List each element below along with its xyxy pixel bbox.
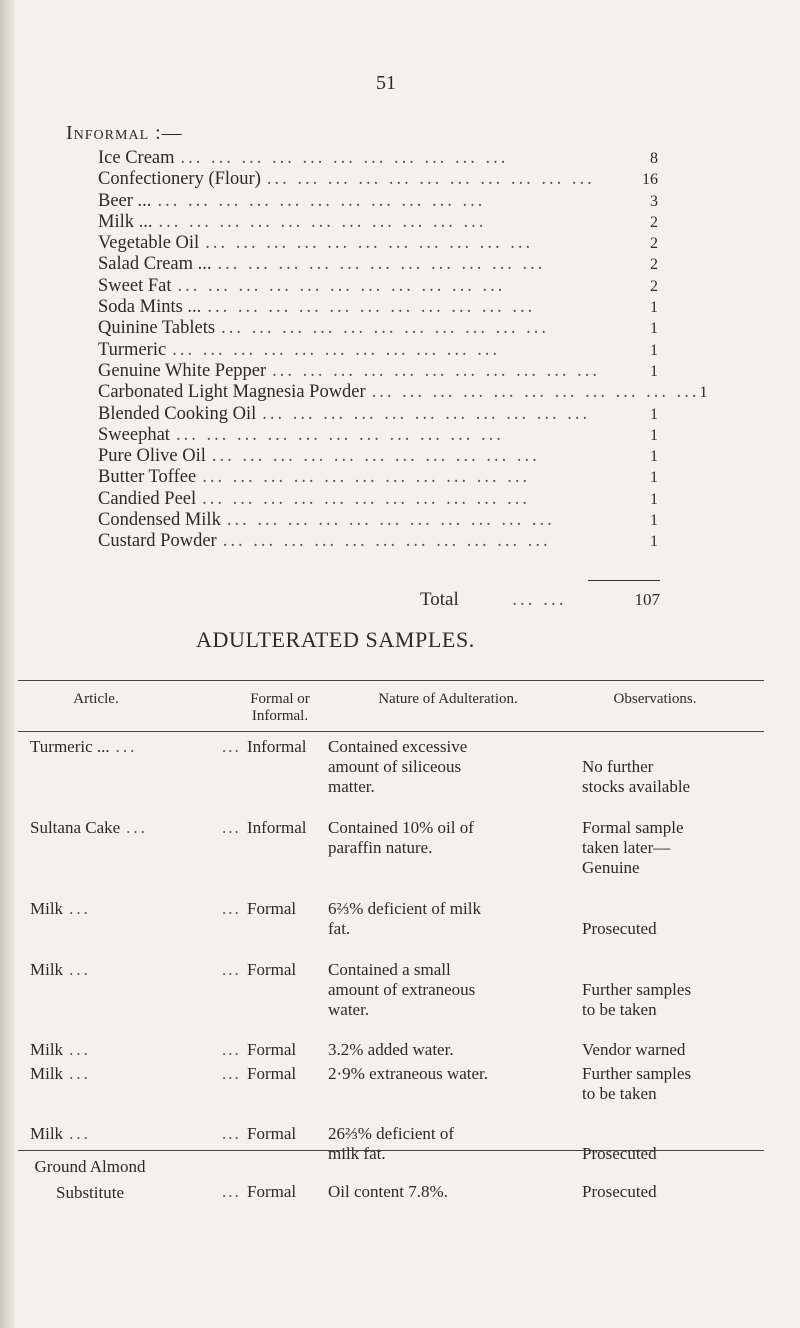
nature-line: 26⅔% deficient of [328, 1124, 455, 1143]
observation-line: taken later— [582, 838, 671, 857]
cell-article [30, 899, 250, 919]
cell-article [30, 1124, 250, 1144]
informal-item-count: 2 [650, 277, 658, 295]
cell-observations [582, 1182, 762, 1202]
article-text: Milk [30, 1040, 64, 1059]
cell-formal [222, 1064, 332, 1084]
nature-line: water. [328, 1000, 370, 1019]
cell-observations [582, 1064, 762, 1104]
informal-item-count: 2 [650, 213, 658, 231]
informal-item-name: Beer ... [98, 190, 152, 211]
leader-dots: ... ... ... ... ... ... ... ... ... ... ... [202, 467, 531, 488]
leader-dots: ... [222, 1064, 247, 1083]
informal-item-name: Milk ... [98, 211, 153, 232]
article-text: Milk [30, 960, 64, 979]
leader-dots: ... ... ... ... ... ... ... ... ... ... ... [207, 297, 536, 318]
leader-dots: ... [69, 1124, 91, 1143]
informal-item-name: Confectionery (Flour) [98, 169, 261, 190]
nature-line: fat. [328, 919, 351, 938]
informal-item-count: 1 [650, 469, 658, 487]
informal-item-count: 1 [699, 384, 708, 402]
nature-line: 3.2% added water. [328, 1040, 454, 1059]
leader-dots: ... ... ... ... ... ... ... ... ... ... ... [221, 318, 549, 339]
leader-dots: ... ... ... ... ... ... ... ... ... ... ... [202, 488, 531, 509]
informal-item-name: Butter Toffee [98, 467, 197, 488]
page-number: 51 [376, 72, 396, 94]
leader-dots: ... ... ... ... ... ... ... ... ... ... ... [177, 275, 506, 296]
informal-item-name: Quinine Tablets [98, 318, 216, 339]
cell-observations [582, 1040, 762, 1060]
leader-dots: ... ... ... ... ... ... ... ... ... ... ... [158, 211, 487, 232]
cell-article [30, 960, 250, 980]
informal-row [98, 233, 658, 254]
informal-item-name: Blended Cooking Oil [98, 403, 257, 424]
leader-dots: ... [69, 1064, 91, 1083]
nature-line: amount of siliceous [328, 757, 462, 776]
observation-line: Prosecuted [582, 919, 657, 938]
leader-dots: ... [126, 818, 148, 837]
nature-line: Oil content 7.8%. [328, 1182, 448, 1201]
cell-nature [328, 899, 576, 939]
informal-row [98, 467, 658, 488]
formal-text: Formal [247, 1124, 297, 1143]
informal-item-count: 1 [650, 448, 658, 466]
observation-line: to be taken [582, 1000, 657, 1019]
formal-text: Formal [247, 1064, 297, 1083]
informal-item-count: 1 [650, 341, 658, 359]
informal-item-name: Condensed Milk [98, 510, 221, 531]
header-formal: Formal or Informal. [250, 691, 310, 724]
informal-row [98, 425, 658, 446]
informal-item-count: 2 [650, 256, 658, 274]
leader-dots: ... ... ... ... ... ... ... ... ... ... ... [180, 148, 509, 168]
leader-dots: ... [69, 899, 91, 918]
informal-row [98, 191, 658, 212]
observation-line: stocks available [582, 777, 691, 796]
header-article: Article. [73, 691, 119, 707]
informal-item-name: Carbonated Light Magnesia Powder [98, 382, 366, 403]
informal-heading: Informal :— [66, 122, 183, 144]
nature-line: Contained 10% oil of [328, 818, 474, 837]
nature-line: Contained a small [328, 960, 451, 979]
formal-text: Formal [247, 1040, 297, 1059]
informal-row [98, 489, 658, 510]
informal-item-count: 1 [650, 405, 658, 423]
informal-row [98, 276, 658, 297]
cell-observations [582, 919, 762, 939]
header-observations: Observations. [613, 691, 697, 707]
informal-item-name: Turmeric [98, 339, 167, 360]
observation-line: Prosecuted [582, 1182, 657, 1201]
cell-formal [222, 960, 332, 980]
informal-row [98, 212, 658, 233]
informal-row [98, 446, 658, 467]
informal-item-count: 1 [650, 299, 658, 317]
article-text: Turmeric ... [30, 737, 110, 756]
leader-dots: ... ... ... ... ... ... ... ... ... ... ... [211, 446, 540, 467]
nature-line: 6⅔% deficient of milk [328, 899, 481, 918]
leader-dots: ... [222, 899, 247, 918]
informal-item-name: Genuine White Pepper [98, 360, 267, 381]
cell-nature [328, 737, 576, 797]
cell-formal [222, 737, 332, 757]
leader-dots: ... [115, 737, 138, 756]
informal-item-name: Vegetable Oil [98, 233, 200, 254]
informal-samples-list [98, 148, 708, 553]
nature-line: matter. [328, 777, 375, 796]
cell-nature [328, 818, 576, 858]
leader-dots: ... [222, 960, 247, 979]
cell-nature [328, 1064, 576, 1084]
informal-item-count: 16 [642, 171, 658, 189]
informal-row [98, 340, 658, 361]
leader-dots: ... ... ... ... ... ... ... ... ... ... ... [226, 510, 555, 531]
cell-article [30, 818, 250, 838]
total-label: Total [420, 589, 459, 610]
cell-nature [328, 1182, 576, 1202]
cell-formal [222, 899, 332, 919]
leader-dots: ... ... ... ... ... ... ... ... ... ... ... [266, 169, 595, 190]
cell-nature [328, 1040, 576, 1060]
informal-row [98, 169, 658, 190]
leader-dots: ... ... ... ... ... ... ... ... ... ... ... [172, 339, 501, 360]
informal-item-name: Soda Mints ... [98, 297, 202, 318]
leader-dots: ... ... ... ... ... ... ... ... ... ... ... [217, 254, 546, 275]
informal-row [98, 297, 658, 318]
cell-formal [222, 818, 332, 838]
leader-dots: ... ... ... ... ... ... ... ... ... ... ... [272, 360, 601, 381]
informal-item-count: 1 [650, 533, 658, 551]
formal-text: Formal [247, 899, 297, 918]
informal-item-name: Candied Peel [98, 488, 197, 509]
informal-item-name: Pure Olive Oil [98, 446, 206, 467]
table-top-rule [18, 680, 764, 681]
cell-article [30, 737, 250, 757]
informal-item-count: 1 [650, 490, 658, 508]
cell-observations [582, 818, 762, 878]
observation-line: Prosecuted [582, 1144, 657, 1163]
informal-item-count: 8 [650, 150, 658, 167]
leader-dots: ... [222, 818, 247, 837]
informal-item-count: 1 [650, 362, 658, 380]
informal-row [98, 531, 658, 552]
informal-row [98, 361, 658, 382]
leader-dots: ... ... ... ... ... ... ... ... ... ... ... [371, 382, 700, 403]
total-row [420, 589, 660, 611]
informal-row [98, 404, 658, 425]
informal-row [98, 382, 708, 403]
leader-dots: ... [222, 1124, 247, 1143]
cell-article [30, 1154, 150, 1206]
observation-line: Formal sample [582, 818, 684, 837]
informal-item-name: Salad Cream ... [98, 254, 212, 275]
leader-dots: ... [222, 1182, 247, 1201]
informal-item-name: Ice Cream [98, 148, 175, 168]
table-bottom-rule [18, 1150, 764, 1151]
observation-line: No further [582, 757, 654, 776]
adulterated-title: ADULTERATED SAMPLES. [196, 627, 475, 652]
informal-row [98, 510, 658, 531]
leader-dots: ... [69, 1040, 91, 1059]
observation-line: Genuine [582, 858, 640, 877]
leader-dots: ... [69, 960, 91, 979]
leader-dots: ... ... ... ... ... ... ... ... ... ... ... [157, 190, 486, 211]
header-nature: Nature of Adulteration. [378, 691, 518, 707]
page-binding-edge [0, 0, 14, 1328]
cell-nature [328, 1124, 576, 1164]
cell-observations [582, 980, 762, 1020]
leader-dots: ... ... ... ... ... ... ... ... ... ... ... [262, 403, 591, 424]
article-text: Milk [30, 1064, 64, 1083]
nature-line: milk fat. [328, 1144, 386, 1163]
cell-nature [328, 960, 576, 1020]
table-header-rule [18, 731, 764, 732]
informal-item-name: Custard Powder [98, 531, 217, 552]
observation-line: Vendor warned [582, 1040, 686, 1059]
informal-row [98, 254, 658, 275]
cell-article [30, 1064, 250, 1084]
article-text: Milk [30, 1124, 64, 1143]
leader-dots: ... ... ... ... ... ... ... ... ... ... ... [175, 424, 504, 445]
nature-line: paraffin nature. [328, 838, 433, 857]
informal-item-count: 1 [650, 426, 658, 444]
observation-line: Further samples [582, 1064, 692, 1083]
article-text: Sultana Cake [30, 818, 121, 837]
cell-observations [582, 1144, 762, 1164]
cell-formal [222, 1182, 332, 1202]
observation-line: Further samples [582, 980, 692, 999]
total-rule [588, 580, 660, 581]
leader-dots: ... [222, 737, 247, 756]
cell-observations [582, 757, 762, 797]
informal-item-count: 1 [650, 512, 658, 530]
leader-dots: ... ... ... ... ... ... ... ... ... ... ... [222, 531, 551, 552]
informal-item-count: 2 [650, 235, 658, 253]
total-dots: ... ... [512, 589, 567, 610]
total-value: 107 [634, 590, 660, 609]
observation-line: to be taken [582, 1084, 657, 1103]
informal-item-count: 1 [650, 320, 658, 338]
formal-text: Informal [247, 737, 307, 756]
cell-article [30, 1040, 250, 1060]
article-text: Milk [30, 899, 64, 918]
informal-row [98, 318, 658, 339]
formal-text: Formal [247, 1182, 297, 1201]
informal-item-name: Sweet Fat [98, 275, 172, 296]
article-text: Ground Almond Substitute [34, 1157, 146, 1202]
formal-text: Informal [247, 818, 307, 837]
nature-line: 2·9% extraneous water. [328, 1064, 489, 1083]
formal-text: Formal [247, 960, 297, 979]
cell-formal [222, 1124, 332, 1144]
nature-line: Contained excessive [328, 737, 468, 756]
informal-row [98, 148, 658, 169]
leader-dots: ... ... ... ... ... ... ... ... ... ... ... [205, 233, 534, 254]
informal-item-name: Sweephat [98, 424, 170, 445]
informal-item-count: 3 [650, 192, 658, 210]
leader-dots: ... [222, 1040, 247, 1059]
cell-formal [222, 1040, 332, 1060]
nature-line: amount of extraneous [328, 980, 476, 999]
